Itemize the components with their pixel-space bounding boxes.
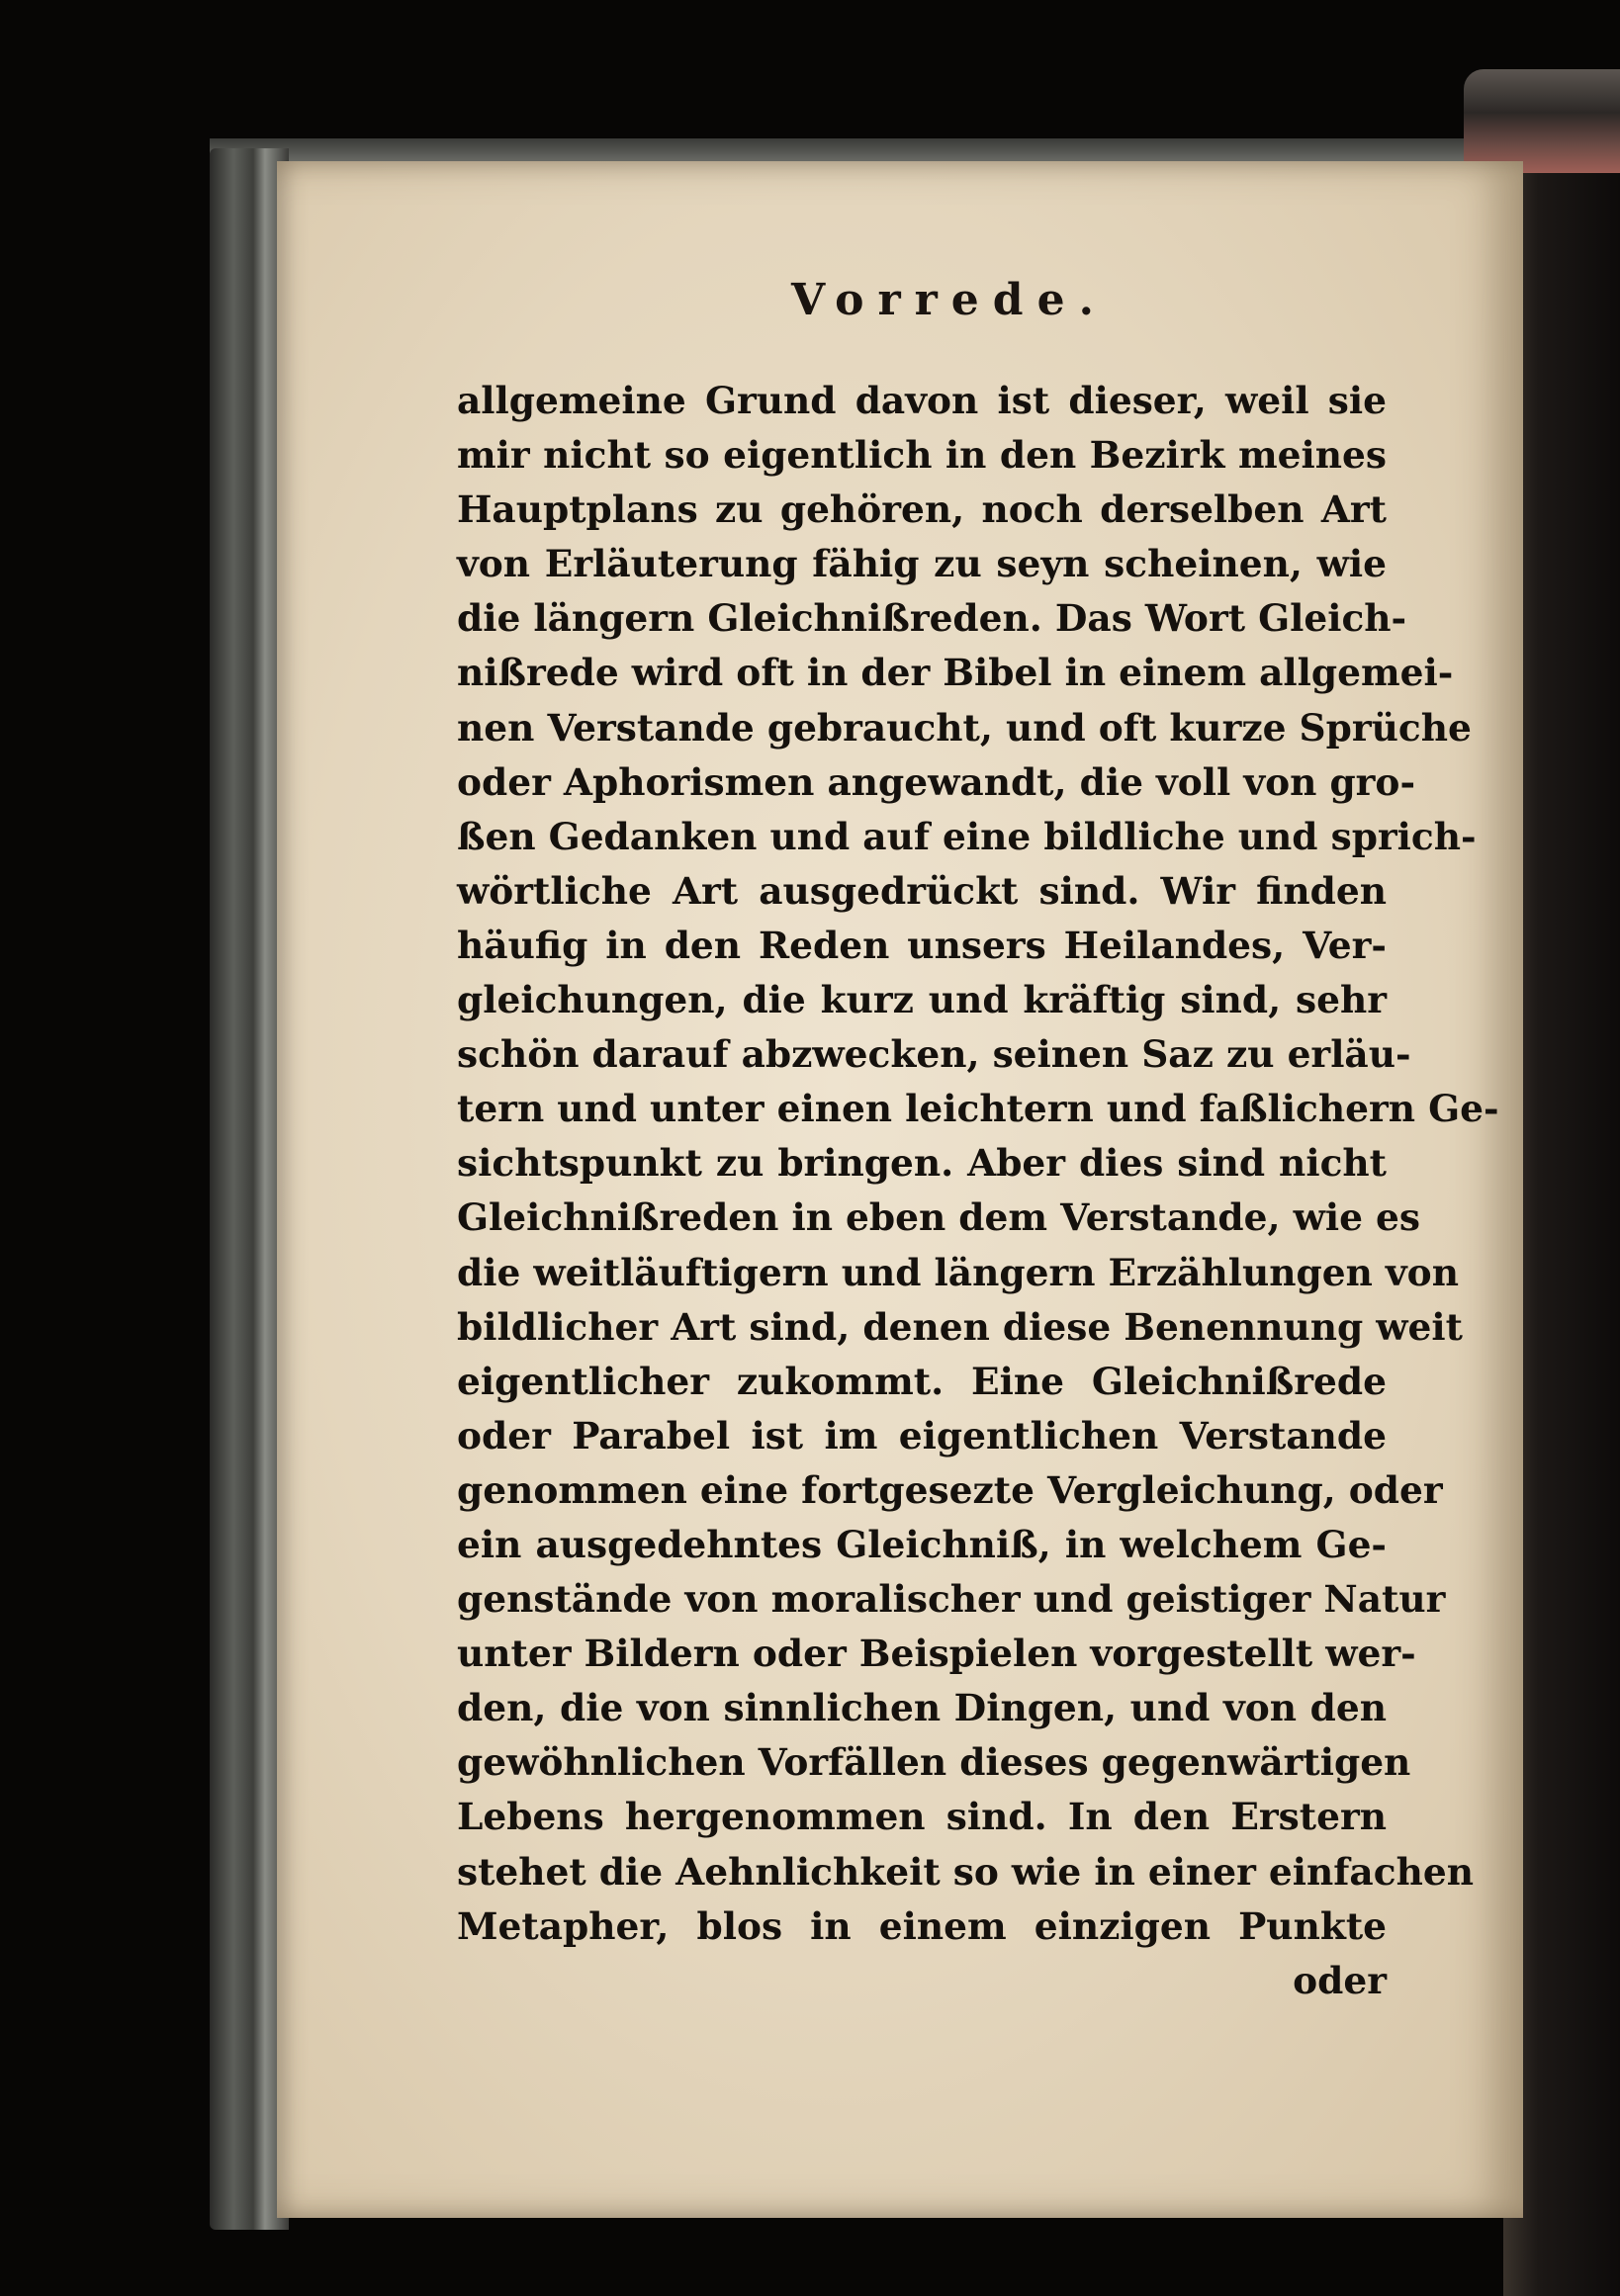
- text-line: oder Aphorismen angewandt, die voll von gro-: [457, 759, 1416, 804]
- text-line: genstände von moralischer und geistiger Natur: [457, 1577, 1446, 1622]
- text-line: sichtspunkt zu bringen. Aber dies sind nicht: [457, 1141, 1387, 1186]
- text-line: häufig in den Reden unsers Heilandes, Ver-: [457, 923, 1387, 967]
- text-line: genommen eine fortgesezte Vergleichung, oder: [457, 1467, 1443, 1512]
- text-line: oder Parabel ist im eigentlichen Verstande: [457, 1413, 1387, 1457]
- text-line: den, die von sinnlichen Dingen, und von den: [457, 1686, 1387, 1730]
- text-line: die längern Gleichnißreden. Das Wort Gleich-: [457, 596, 1407, 641]
- text-line: von Erläuterung fähig zu seyn scheinen, wie: [457, 542, 1387, 586]
- text-line: allgemeine Grund davon ist dieser, weil sie: [457, 379, 1387, 422]
- text-line: die weitläuftigern und längern Erzählungen von: [457, 1250, 1459, 1294]
- text-line: mir nicht so eigentlich in den Bezirk meines: [457, 433, 1387, 478]
- text-line: gewöhnlichen Vorfällen dieses gegenwärtigen: [457, 1740, 1411, 1785]
- text-line: gleichungen, die kurz und kräftig sind, sehr: [457, 978, 1387, 1022]
- text-line: wörtliche Art ausgedrückt sind. Wir finden: [457, 868, 1387, 913]
- text-line: unter Bildern oder Beispielen vorgestellt wer-: [457, 1632, 1416, 1676]
- text-line: nißrede wird oft in der Bibel in einem allgemei-: [457, 651, 1454, 695]
- text-line: tern und unter einen leichtern und faßlichern Ge-: [457, 1087, 1499, 1131]
- text-line: Gleichnißreden in eben dem Verstande, wie es: [457, 1195, 1420, 1240]
- text-line: Hauptplans zu gehören, noch derselben Art: [457, 487, 1387, 532]
- text-line: Metapher, blos in einem einzigen Punkte: [457, 1903, 1387, 1948]
- running-header: Vorrede.: [791, 275, 1108, 325]
- text-line: ßen Gedanken und auf eine bildliche und sprich-: [457, 814, 1477, 858]
- text-line: bildlicher Art sind, denen diese Benennung weit: [457, 1304, 1463, 1349]
- text-line: Lebens hergenommen sind. In den Erstern: [457, 1795, 1387, 1839]
- text-line: stehet die Aehnlichkeit so wie in einer einfachen: [457, 1849, 1474, 1894]
- text-line: eigentlicher zukommt. Eine Gleichnißrede: [457, 1359, 1387, 1403]
- text-line: schön darauf abzwecken, seinen Saz zu erläu-: [457, 1032, 1411, 1077]
- catchword: oder: [1293, 1958, 1387, 2002]
- text-line: ein ausgedehntes Gleichniß, in welchem Ge-: [457, 1522, 1387, 1566]
- text-line: nen Verstande gebraucht, und oft kurze Sprüche: [457, 705, 1472, 750]
- page-body: [457, 374, 1499, 2008]
